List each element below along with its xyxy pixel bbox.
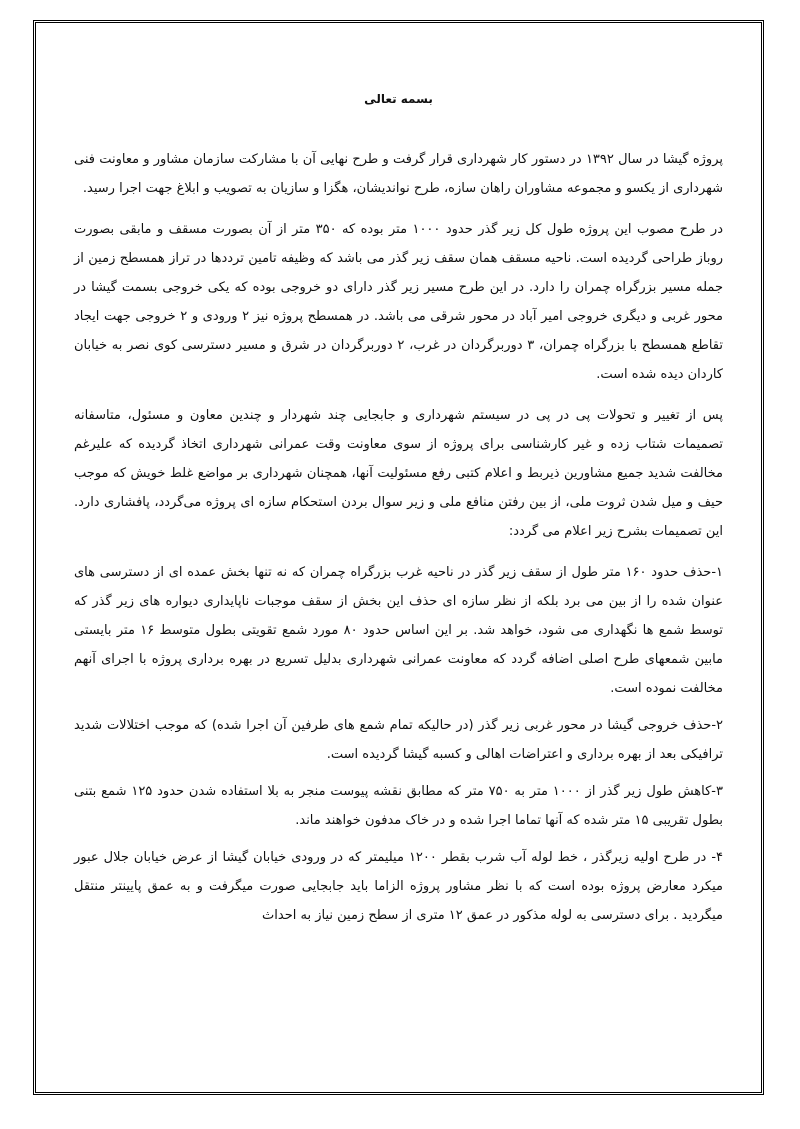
list-item-2: ۲-حذف خروجی گیشا در محور غربی زیر گذر (در حالیکه تمام شمع های طرفین آن اجرا شده) که موجب اختلالات شدید ترافیکی بعد از بهره برداری و اعتراضات اهالی و کسبه گیشا گردیده است. <box>74 718 723 762</box>
paragraph-intro: پروژه گیشا در سال ۱۳۹۲ در دستور کار شهرداری قرار گرفت و طرح نهایی آن با مشارکت سازمان مشاور و معاونت فنی شهرداری از یکسو و مجموعه مشاوران راهان سازه، طرح نواندیشان، هگزا و سازیان به تصویب و ابلاغ جهت اجرا رسید. <box>74 152 723 196</box>
list-item-3: ۳-کاهش طول زیر گذر از ۱۰۰۰ متر به ۷۵۰ متر که مطابق نقشه پیوست منجر به بلا استفاده شدن حدود ۱۲۵ شمع بتنی بطول تقریبی ۱۵ متر شده که آنها تماما اجرا شده و در خاک مدفون خواهند ماند. <box>74 784 723 828</box>
paragraph-decisions: پس از تغییر و تحولات پی در پی در سیستم شهرداری و جابجایی چند شهردار و چندین معاون و مسئول، متاسفانه تصمیمات شتاب زده و غیر کارشناسی برای پروژه از سوی معاونت وقت عمرانی شهرداری اتخاذ گردیده که علیرغم مخالفت شدید جمیع مشاورین ذیربط و اعلام کتبی رفع مسئولیت آنها، همچنان شهرداری بر مواضع غلط خویش که موجب حیف و میل شدن ثروت ملی، از بین رفتن منافع ملی و زیر سوال بردن استحکام سازه ای پروژه می‌گردد، پافشاری دارد. این تصمیمات بشرح زیر اعلام می گردد: <box>74 408 723 539</box>
paragraph-approved-plan: در طرح مصوب این پروژه طول کل زیر گذر حدود ۱۰۰۰ متر بوده که ۳۵۰ متر از آن بصورت مسقف و مابقی بصورت روباز طراحی گردیده است. ناحیه مسقف همان سقف زیر گذر می باشد که وظیفه تامین ترددها در تراز همسطح زمین از جمله مسیر بزرگراه چمران را دارد. در این طرح مسیر زیر گذر دارای دو خروجی بوده که یکی خروجی بسمت گیشا در محور غربی و دیگری خروجی امیر آباد در محور شرقی می باشد. در همسطح پروژه نیز ۲ ورودی و ۲ خروجی جهت ایجاد تقاطع همسطح با بزرگراه چمران، ۳ دوربرگردان در غرب، ۲ دوربرگردان در شرق و مسیر دسترسی کوی نصر به خیابان کاردان دیده شده است. <box>74 222 723 382</box>
list-item-4: ۴- در طرح اولیه زیرگذر ، خط لوله آب شرب بقطر ۱۲۰۰ میلیمتر که در ورودی خیابان گیشا از عرض خیابان جلال عبور میکرد معارض پروژه بوده است که با نظر مشاور پروژه الزاما باید جابجایی صورت میگرفت و به عمق پایینتر منتقل میگردید . برای دسترسی به لوله مذکور در عمق ۱۲ متری از سطح زمین نیاز به احداث <box>74 850 723 923</box>
page-border <box>33 20 764 1095</box>
list-item-1: ۱-حذف حدود ۱۶۰ متر طول از سقف زیر گذر در ناحیه غرب بزرگراه چمران که نه تنها بخش عمده ای از دسترسی های عنوان شده را از بین می برد بلکه از نظر سازه ای حذف این بخش از سقف موجبات ناپایداری دیواره های زیر گذر که توسط شمع ها نگهداری می شود، خواهد شد. بر این اساس حدود ۸۰ مورد شمع تقویتی بطول متوسط ۱۶ متر بایستی مابین شمعهای طرح اصلی اضافه گردد که معاونت عمرانی شهرداری بدلیل تسریع در بهره برداری پروژه با اجرای آنهم مخالفت نموده است. <box>74 565 723 696</box>
document-heading: بسمه تعالی <box>364 92 433 106</box>
document-body <box>74 89 723 938</box>
